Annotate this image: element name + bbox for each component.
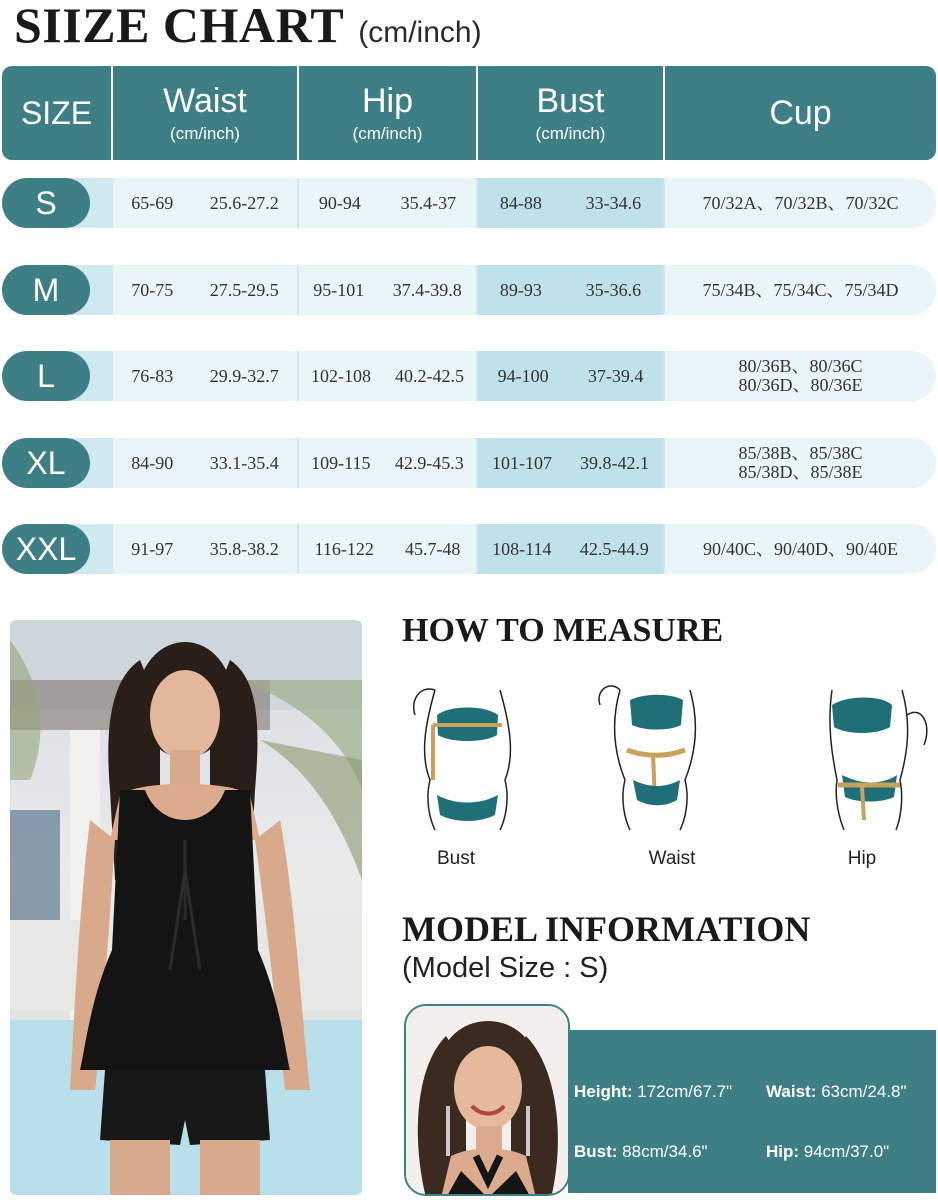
bust-cell [478,524,663,574]
bust-cell [478,351,663,401]
header-size-label: SIZE [20,95,93,131]
model-information-title: MODEL INFORMATION [402,909,811,949]
model-waist [766,1082,907,1102]
waist-in: 35.8-38.2 [209,538,279,559]
waist-cell [113,524,297,574]
model-illustration [10,620,362,1195]
header-cup [665,66,936,160]
waist-cm: 91-97 [131,538,174,559]
chart-title [14,0,482,52]
title-unit: (cm/inch) [358,16,482,49]
cup-cell [665,438,936,488]
height-value: 172cm/67.7" [632,1082,733,1101]
cup-line-1: 70/32A、70/32B、70/32C [702,192,899,213]
bust-in: 33-34.6 [585,192,642,213]
bust-cm: 108-114 [492,538,552,559]
size-pill-s: S [2,178,90,228]
size-pill-xl: XL [2,438,90,488]
waist-measure-label: Waist [648,848,696,869]
header-waist-unit: (cm/inch) [170,124,240,143]
waist-cm: 65-69 [131,192,174,213]
header-bust-unit: (cm/inch) [535,124,606,143]
bust-cell [478,178,663,228]
waist-in: 25.6-27.2 [209,192,279,213]
hip-cell [299,178,476,228]
bust-measure-icon [405,685,525,833]
hip-cm: 90-94 [318,192,361,213]
waist-value: 63cm/24.8" [816,1082,907,1101]
how-to-measure-title: HOW TO MEASURE [402,612,724,649]
waist-in: 27.5-29.5 [209,279,279,300]
hip-in: 42.9-45.3 [394,452,464,473]
bust-measure-label: Bust [436,848,476,869]
size-pill-xxl: XXL [2,524,90,574]
model-bust [574,1142,708,1162]
header-bust-label: Bust [536,82,605,120]
waist-label: Waist: [766,1082,817,1101]
hip-in: 45.7-48 [404,538,461,559]
cup-line-1: 80/36B、80/36C [738,356,863,376]
waist-measure-icon [595,685,715,833]
bust-in: 37-39.4 [587,365,644,386]
cup-cell [665,265,936,315]
bust-cm: 89-93 [499,279,542,300]
size-pill-m: M [2,265,90,315]
header-hip-label: Hip [361,82,414,120]
waist-in: 29.9-32.7 [209,365,279,386]
hip-cell [299,438,476,488]
waist-cell [113,438,297,488]
waist-cm: 70-75 [131,279,174,300]
header-hip [299,66,476,160]
bust-cm: 84-88 [499,192,542,213]
header-hip-unit: (cm/inch) [352,124,423,143]
bust-in: 39.8-42.1 [580,452,649,473]
bust-cell [478,265,663,315]
bust-value: 88cm/34.6" [617,1142,708,1161]
header-size [2,66,111,160]
hip-label: Hip: [766,1142,800,1161]
cup-line-1: 75/34B、75/34C、75/34D [702,279,899,300]
hip-cell [299,524,476,574]
header-waist-label: Waist [163,82,247,120]
height-label: Height: [574,1082,633,1101]
waist-cell [113,265,297,315]
bust-in: 42.5-44.9 [579,538,649,559]
hip-cm: 102-108 [311,365,371,386]
hip-measure-icon [812,685,932,833]
hip-cm: 95-101 [313,279,365,300]
cup-line-2: 80/36D、80/36E [738,375,863,395]
hip-cell [299,351,476,401]
model-portrait-illustration [406,1006,570,1196]
title-main: SIIZE CHART [14,0,345,53]
hip-cell [299,265,476,315]
bust-cell [478,438,663,488]
size-pill-l: L [2,351,90,401]
cup-line-1: 85/38B、85/38C [738,443,863,463]
bust-cm: 101-107 [492,452,552,473]
hip-in: 37.4-39.8 [392,279,462,300]
hip-cm: 109-115 [311,452,371,473]
waist-cm: 76-83 [131,365,174,386]
bust-cm: 94-100 [497,365,549,386]
header-cup-label: Cup [769,94,832,132]
hip-measure-label: Hip [847,848,877,869]
hip-cm: 116-122 [314,538,374,559]
model-height [574,1082,732,1102]
bust-in: 35-36.6 [585,279,642,300]
cup-line-2: 85/38D、85/38E [738,462,863,482]
waist-cell [113,178,297,228]
model-info-panel [568,1030,936,1193]
model-hip [766,1142,889,1162]
model-photo [10,620,362,1195]
cup-line-1: 90/40C、90/40D、90/40E [702,538,898,559]
header-waist [113,66,297,160]
header-bust [478,66,663,160]
waist-cell [113,351,297,401]
hip-in: 40.2-42.5 [395,365,464,386]
hip-value: 94cm/37.0" [799,1142,890,1161]
model-portrait [404,1004,570,1196]
cup-cell [665,351,936,401]
waist-in: 33.1-35.4 [209,452,279,473]
cup-cell [665,524,936,574]
model-size-subtitle: (Model Size : S) [402,952,609,984]
bust-label: Bust: [574,1142,618,1161]
cup-cell [665,178,936,228]
hip-in: 35.4-37 [400,192,457,213]
waist-cm: 84-90 [131,452,174,473]
